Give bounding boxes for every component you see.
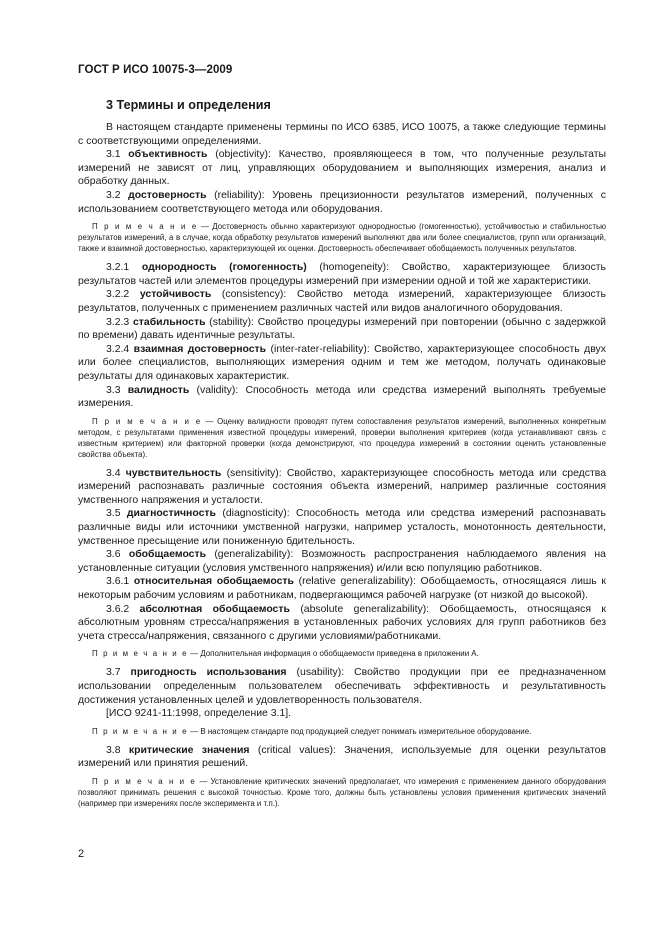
term-3-6: 3.6 обобщаемость (generalizability): Возможность распространения наблюдаемого явления на установленные ситуации (условия умственного напряжения) и/или всю популяцию работников. [78,549,606,574]
term-3-3: 3.3 валидность (validity): Способность метода или средства измерений выполнять требуемые измерения. [78,384,607,410]
term-3-6-2: 3.6.2 абсолютная обобщаемость (absolute generalizability): Обобщаемость, относящаяся к абсолютным уровням стресса/напряжения в установленных рабочих условиях для групп работников без учета стресса/напряжения, связанного с другими условиями/работниками. [78,603,606,642]
note-usability: П р и м е ч а н и е — В настоящем стандарте под продукцией следует понимать измерительное оборудование. [92,726,532,736]
term-3-8: 3.8 критические значения (critical values): Значения, используемые для оценки результатов измерений или принятия решений. [78,744,607,770]
term-3-5: 3.5 диагностичность (diagnosticity): Способность метода или средства измерений распознавать различные виды или источники умственной нагрузки, например усталость, монотонность деятельности, умственное пресыщение или пониженную бдительность. [78,508,606,547]
term-3-2-4: 3.2.4 взаимная достоверность (inter-rater-reliability): Свойство, характеризующее способность двух или более специалистов, выполняющих измерения одним и тем же методом, получать одинаковые результаты для одинаковых характеристик. [78,343,606,382]
reference-iso-9241: [ИСО 9241-11:1998, определение 3.1]. [106,708,292,720]
document-header: ГОСТ Р ИСО 10075-3—2009 [78,64,233,76]
term-3-7: 3.7 пригодность использования (usability): Свойство продукции при ее предназначенном использовании определенным пользователем обеспечивать эффективность и результативность достижения установленных целей и удовлетворенность пользователя. [78,667,606,706]
page-content [78,98,606,816]
term-3-4: 3.4 чувствительность (sensitivity): Свойство, характеризующее способность метода или средства измерений распознавать различные состояния объекта измерений, например различные состояния умственного напряжения и усталости. [78,467,606,506]
term-3-2-3: 3.2.3 стабильность (stability): Свойство процедуры измерений при повторении (обычно с задержкой по времени) давать идентичные результаты. [78,316,606,342]
page-number: 2 [78,848,85,860]
term-3-2: 3.2 достоверность (reliability): Уровень прецизионности результатов измерений, полученных с использованием соответствующего метода или оборудования. [78,189,606,215]
term-3-2-1: 3.2.1 однородность (гомогенность) (homogeneity): Свойство, характеризующее близость результатов частей или элементов процедуры измерений при измерении одной и той же характеристики. [78,262,606,287]
note-reliability: П р и м е ч а н и е — Достоверность обычно характеризуют однородностью (гомогенностью), устойчивостью и стабильностью результатов измерений, а в случае, когда обработку результатов измерений выполняют два или более специалистов, групп или организаций, также и взаимной достоверностью, характеризующей их оценки. Достоверность обеспечивает обобщаемость полученных результатов. [78,222,606,254]
term-3-2-2: 3.2.2 устойчивость (consistency): Свойство метода измерений, характеризующее близость результатов, полученных с применением различных частей или видов аналогичного оборудования. [78,289,606,314]
note-validity: П р и м е ч а н и е — Оценку валидности проводят путем сопоставления результатов измерений, выполненных конкретным методом, с результатами применения известной процедуры измерений, проверки выполнения критериев (когда устанавливают связь с известным критерием) или факторной проверки (когда демонстрируют, что процедура измерений в состоянии оценить установленные свойства объекта). [78,416,606,459]
note-generalizability: П р и м е ч а н и е — Дополнительная информация о обобщаемости приведена в приложении А. [92,649,479,659]
note-critical-values: П р и м е ч а н и е — Установление критических значений предполагает, что измерения с применением данного оборудования позволяют принимать решения с высокой точностью. Кроме того, должны быть установлены условия применения критических значений (например при измерениях после эксперимента и т.п.). [78,776,606,808]
section-heading: 3 Термины и определения [106,98,271,112]
term-3-6-1: 3.6.1 относительная обобщаемость (relative generalizability): Обобщаемость, относящаяся лишь к некоторым рабочим условиям и работникам, подвергающимся рабочей нагрузке (от низкой до высокой). [78,576,606,602]
intro-paragraph: В настоящем стандарте применены термины по ИСО 6385, ИСО 10075, а также следующие термины с соответствующими определениями. [78,122,606,147]
term-3-1: 3.1 объективность (objectivity): Качество, проявляющееся в том, что полученные результаты измерений не зависят от лиц, управляющих оборудованием и выполняющих измерения, анализ и обработку данных. [78,149,606,188]
